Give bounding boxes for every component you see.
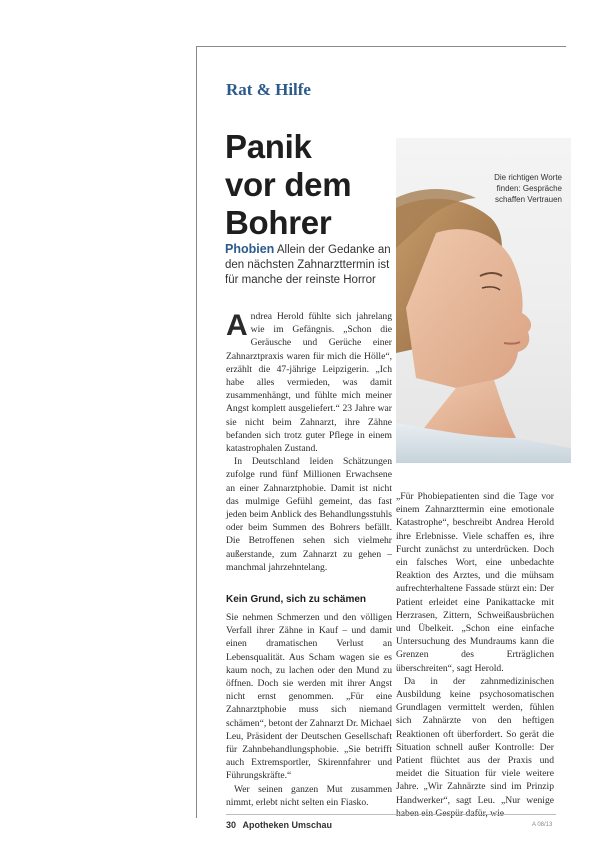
headline-line: vor dem — [225, 166, 352, 203]
paragraph-text: ndrea Herold fühlte sich jahrelang wie im Gefängnis. „Schon die Geräusche und Gerüche einer Zahnarztpraxis waren für mich die Hölle“, erzählt die 47-jährige Leipzigerin. „Ich habe alles vermieden, was damit zusammenhängt, und fühlte mich meiner Angst komplett ausgeliefert.“ 23 Jahre war sie nicht beim Zahnarzt, ihre Zähne befanden sich trotz guter Pflege in einem katastrophalen Zustand. — [226, 311, 392, 455]
body-paragraph: Wer seinen ganzen Mut zusammen nimmt, erlebt nicht selten ein Fiasko. — [226, 783, 392, 808]
page-left-rule — [196, 46, 197, 818]
dek — [225, 242, 393, 288]
subheading: Kein Grund, sich zu schämen — [226, 594, 367, 605]
body-paragraph — [226, 310, 392, 455]
footer-rule — [226, 814, 556, 815]
page-top-rule — [196, 46, 566, 47]
photo-caption: Die richtigen Worte finden: Gespräche schaffen Vertrauen — [494, 173, 562, 204]
headline-line: Bohrer — [225, 204, 332, 241]
issue-code: A 08/13 — [532, 822, 553, 828]
folio — [226, 820, 332, 830]
body-column-right — [396, 490, 554, 820]
magazine-name: Apotheken Umschau — [242, 820, 333, 830]
headline-line: Panik — [225, 128, 312, 165]
section-label: Rat & Hilfe — [226, 80, 311, 99]
body-column-left-bottom — [226, 611, 392, 809]
dropcap: A — [226, 309, 248, 342]
dek-text: Allein der Gedanke an den nächsten Zahnarzttermin ist für manche der reinste Horror — [225, 244, 391, 286]
body-paragraph: In Deutschland leiden Schätzungen zufolge rund fünf Millionen Erwachsene an einer Zahnarztphobie. Damit ist nicht das mulmige Gefühl gemeint, das fast jeden beim Anblick des Behandlungsstuhls oder beim Summen des Bohrers befällt. Die Betroffenen sehen sich vielmehr außerstande, zum Zahnarzt zu gehen – manchmal jahrzehntelang. — [226, 456, 392, 573]
body-column-left-top — [226, 310, 392, 574]
body-paragraph: „Für Phobiepatienten sind die Tage vor einem Zahnarzttermin eine emotionale Katastrophe“, beschreibt Andrea Herold ihre Erlebnisse. Viele schaffen es, ihre Furcht zunächst zu unterdrücken. Doch ein falsches Wort, eine unbedachte Reaktion des Arztes, und die mühsam aufrechterhaltene Fassade stürzt ein: Der Patient erleidet eine Panikattacke mit Herzrasen, Zittern, Schweißausbrüchen und Übelkeit. „Schon eine einfache Untersuchung des Mundraums kann die Grenzen des Erträglichen überschreiten“, sagt Herold. — [396, 491, 554, 674]
headline — [225, 128, 351, 242]
body-paragraph: Da in der zahnmedizinischen Ausbildung keine psychosomatischen Grundlagen vermittelt werden, fühlen sich Zahnärzte von den heftigen Reaktionen oft überfordert. So gerät die Situation schnell außer Kontrolle: Der Patient flüchtet aus der Praxis und meidet die Situation für viele weitere Jahre. „Wir Zahnärzte sind im Prinzip Handwerker“, sagt Leu. „Nur wenige — [396, 675, 554, 806]
dek-kicker: Phobien — [225, 242, 275, 256]
page-number: 30 — [226, 820, 237, 830]
body-paragraph: Sie nehmen Schmerzen und den völligen Verfall ihrer Zähne in Kauf – und damit einen dramatischen Verlust an Lebensqualität. Aus Scham wagen sie es kaum noch, zu lachen oder den Mund zu öffnen. Doch sie werden mit ihrer Angst nicht ernst genommen. „Für eine Zahnarztphobie muss sich niemand schämen“, betont der Zahnarzt Dr. Michael Leu, Präsident der Deutschen Gesellschaft für Zahnbehandlungsphobie. „Sie betrifft auch Extremsportler, Skirennfahrer und Führungskräfte.“ — [226, 612, 392, 782]
